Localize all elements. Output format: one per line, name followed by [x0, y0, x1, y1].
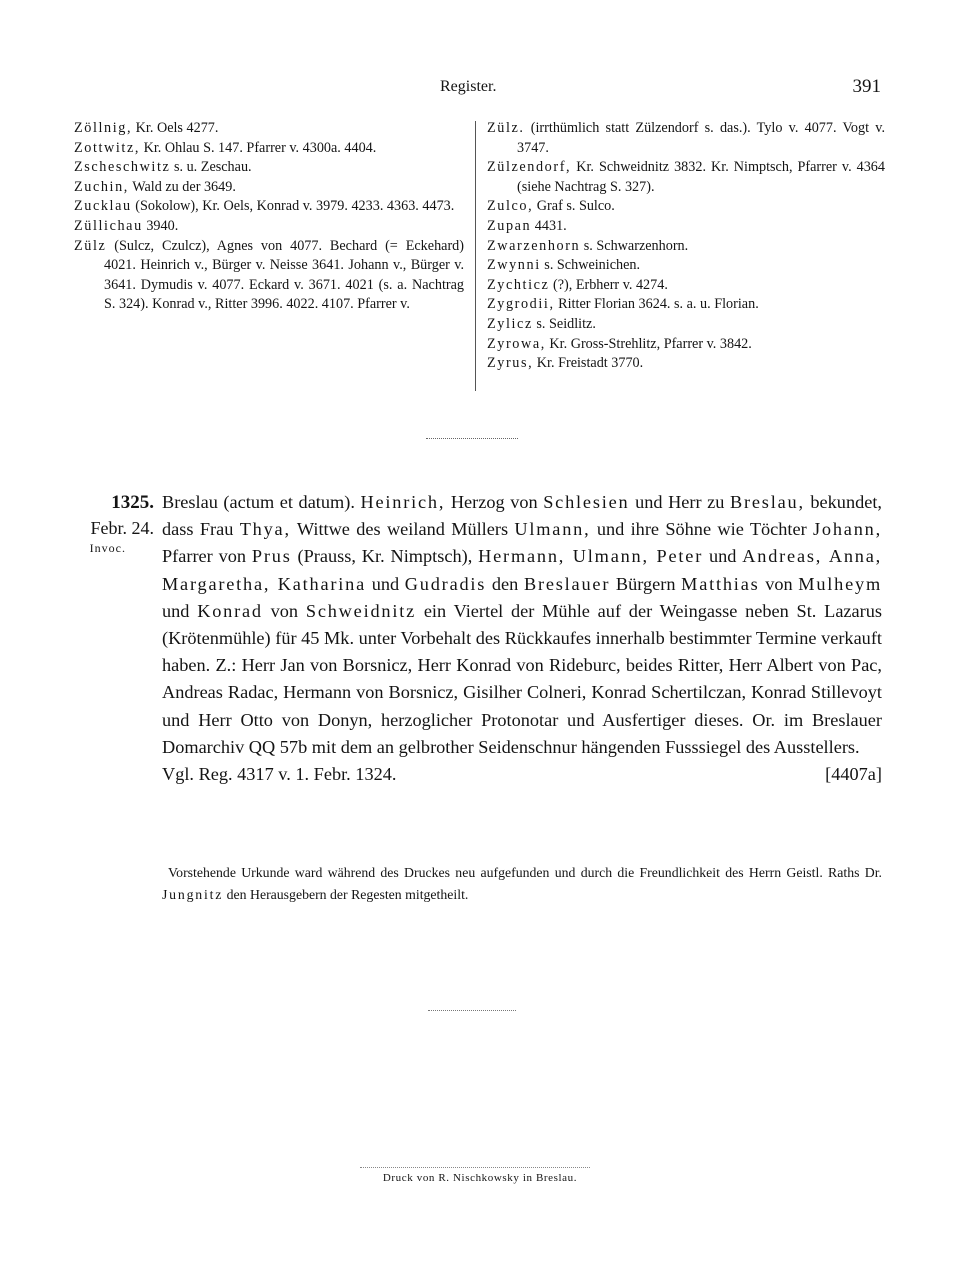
index-keyword: Zottwitz, [74, 139, 141, 156]
regest-phrase: Wittwe des weiland Müllers [290, 519, 515, 540]
regest-name: Andreas, Anna, Margaretha, Katharina [162, 546, 882, 594]
index-reference: s. Schwarzenhorn. [580, 237, 689, 254]
index-reference: Kr. Ohlau S. 147. Pfarrer v. 4300a. 4404. [140, 139, 377, 156]
regest-phrase: Bürgern [610, 573, 682, 594]
end-ornament [428, 1010, 516, 1011]
index-reference: Kr. Freistadt 3770. [533, 355, 644, 372]
regest-name: Schweidnitz [305, 600, 417, 621]
index-entry [487, 256, 885, 276]
section-ornament [426, 438, 518, 439]
regest-body [162, 492, 882, 757]
regest-name: Gudradis [404, 573, 487, 594]
index-keyword: Zyrowa, [487, 335, 546, 352]
index-keyword: Zöllnig, [74, 120, 133, 136]
index-entry [487, 197, 885, 217]
regest-margin [70, 489, 154, 557]
index-keyword: Zuchin, [74, 178, 129, 195]
regest-closing-line [162, 761, 882, 788]
index-reference: s. Seidlitz. [532, 315, 596, 332]
index-entry [74, 158, 464, 178]
index-keyword: Zwynni [487, 257, 541, 274]
index-reference: Kr. Oels 4277. [132, 120, 219, 136]
index-keyword: Zychticz [487, 276, 550, 293]
index-keyword: Zupan [487, 217, 532, 234]
index-entry [487, 217, 885, 237]
index-entry [74, 237, 464, 315]
index-entry [74, 197, 464, 217]
imprint-rule [360, 1167, 590, 1168]
regest-name: Breslauer [523, 573, 611, 594]
regest-phrase: den [486, 573, 524, 594]
regest-phrase: und [703, 546, 743, 567]
regest-phrase: von [262, 600, 306, 621]
index-entry [487, 158, 885, 197]
index-reference: (?), Erbherr v. 4274. [549, 276, 668, 293]
editorial-note [162, 862, 882, 906]
index-keyword: Zülz. [487, 120, 525, 136]
regest-phrase: und [366, 573, 405, 594]
index-reference: Kr. Schweidnitz 3832. Kr. Nimptsch, Pfarrer v. 4364 (siehe Nachtrag S. 327). [517, 159, 885, 195]
index-keyword: Zülz [74, 237, 107, 254]
index-reference: (Sulcz, Czulcz), Agnes von 4077. Bechard (= Eckehard) 4021. Heinrich v., Bürger v. Neisse 3641. Johann v., Bürger v. 3641. Dymudis v. 4077. Eckard v. 3671. 4021 (s. a. Nachtrag S. 324). Konrad v., Ritter 3996. 4022. 4107. Pfarrer v. [104, 237, 464, 313]
index-reference: s. u. Zeschau. [170, 159, 252, 176]
index-entry [487, 295, 885, 315]
regest-catalog-number: [4407a] [825, 764, 882, 785]
regest-phrase: von [759, 573, 799, 594]
index-entry [487, 354, 885, 374]
regest-phrase: bekundet, dass Frau [162, 492, 882, 540]
index-keyword: Zülzendorf, [487, 159, 572, 176]
index-keyword: Zyrus, [487, 355, 534, 372]
editorial-note-text: Vorstehende Urkunde ward während des Druckes neu aufgefunden und durch die Freundlichkeit des Herrn Geistl. Raths Dr. [168, 865, 882, 880]
regest-date: Febr. 24. [90, 518, 154, 538]
regest-cross-reference: Vgl. Reg. 4317 v. 1. Febr. 1324. [162, 764, 397, 785]
index-entry [487, 335, 885, 355]
regest-name: Prus [251, 546, 292, 567]
regest-feast-day: Invoc. [89, 541, 126, 555]
regest-name: Konrad [197, 600, 263, 621]
running-title: Register. [440, 78, 497, 95]
regest-name: Mulheym [798, 573, 882, 594]
regest-phrase: ein Viertel der Mühle auf der Weingasse neben St. Lazarus (Krötenmühle) für 45 Mk. unter Vorbehalt des Rückkaufes innerhalb bestimmter Termine verkauft haben. Z.: Herr Jan von Borsnicz, Herr Konrad von Rideburc, beides Ritter, Herr Albert von Pac, Andreas Radac, Hermann von Borsnicz, Gisilher Colneri, Konrad Schertilczan, Konrad Stillevoyt und Herr Otto von Donyn, herzoglicher Protonotar und Ausfertiger dieses. Or. im Breslauer Domarchiv QQ 57b mit dem an gelbrother Seidenschnur hängenden Fusssiegel des Ausstellers. [162, 600, 883, 757]
regest-text [162, 489, 882, 788]
index-column-right [487, 119, 885, 374]
regest-name: Johann, [813, 519, 882, 540]
index-column-left [74, 119, 464, 315]
index-keyword: Zylicz [487, 315, 533, 332]
index-reference: Wald zu der 3649. [128, 178, 236, 195]
editorial-note-name: Jungnitz [162, 887, 224, 902]
index-keyword: Zucklau [74, 198, 132, 215]
regest-name: Heinrich, [360, 492, 446, 512]
running-head [0, 78, 960, 102]
regest-name: Breslau, [730, 492, 805, 512]
index-keyword: Zwarzenhorn [487, 237, 581, 254]
index-keyword: Zulco, [487, 198, 534, 215]
index-keyword: Zygrodii, [487, 296, 555, 313]
regest-phrase: und ihre Söhne wie Töchter [590, 519, 814, 540]
index-entry [74, 217, 464, 237]
index-entry [487, 119, 885, 158]
index-reference: 4431. [531, 217, 567, 234]
index-reference: Kr. Gross-Strehlitz, Pfarrer v. 3842. [545, 335, 752, 352]
regest-phrase: Herzog von [445, 492, 544, 512]
index-keyword: Zscheschwitz [74, 159, 171, 176]
index-keyword: Züllichau [74, 217, 143, 234]
index-entry [74, 178, 464, 198]
page-number: 391 [852, 76, 881, 97]
index-reference: Ritter Florian 3624. s. a. u. Florian. [554, 296, 759, 313]
column-divider [475, 121, 476, 391]
index-reference: Graf s. Sulco. [533, 198, 615, 215]
regest-name: Schlesien [543, 492, 630, 512]
regest-name: Thya, [239, 519, 291, 540]
regest-name: Matthias [681, 573, 760, 594]
regest-number: 1325. [111, 492, 154, 513]
index-entry [487, 237, 885, 257]
printer-imprint: Druck von R. Nischkowsky in Breslau. [382, 1172, 578, 1184]
index-entry [74, 139, 464, 159]
index-entry [487, 315, 885, 335]
regest-phrase: Pfarrer von [162, 546, 252, 567]
index-reference: s. Schweinichen. [540, 257, 641, 274]
index-reference: 3940. [142, 217, 179, 234]
regest-name: Hermann, Ulmann, Peter [478, 546, 704, 567]
index-entry [74, 119, 464, 139]
index-reference: (Sokolow), Kr. Oels, Konrad v. 3979. 4233. 4363. 4473. [131, 198, 455, 215]
regest-phrase: und [162, 600, 198, 621]
regest-phrase: (Prauss, Kr. Nimptsch), [291, 546, 479, 567]
regest-phrase: und Herr zu [629, 492, 730, 512]
regest-name: Ulmann, [514, 519, 591, 540]
index-entry [487, 276, 885, 296]
index-reference: (irrthümlich statt Zülzendorf s. das.). Tylo v. 4077. Vogt v. 3747. [517, 120, 885, 156]
regest-phrase: Breslau (actum et datum). [162, 492, 361, 512]
editorial-note-text-end: den Herausgebern der Regesten mitgetheilt. [223, 887, 469, 902]
